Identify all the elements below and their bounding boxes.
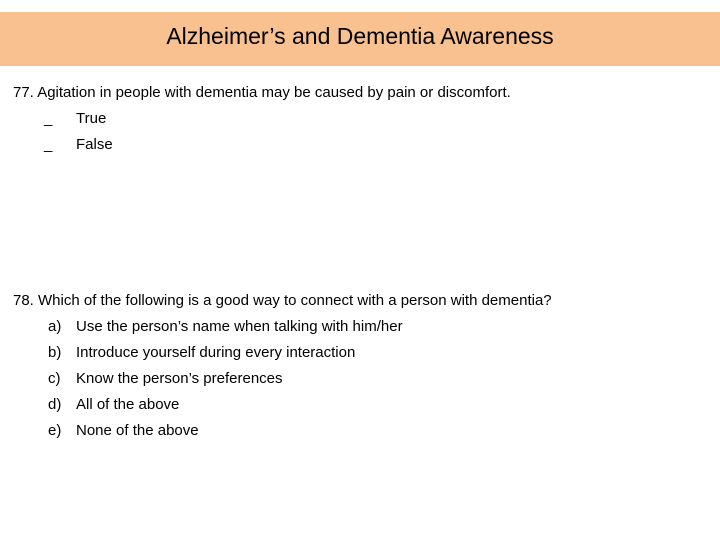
question-77-option-false[interactable] xyxy=(13,132,511,158)
answer-blank: _ xyxy=(44,136,53,153)
option-letter: d) xyxy=(48,396,62,413)
option-letter: c) xyxy=(48,370,61,387)
question-77-text: 77. Agitation in people with dementia may be caused by pain or discomfort. xyxy=(13,84,511,101)
option-label: Know the person’s preferences xyxy=(76,370,283,387)
question-78-option-d[interactable] xyxy=(13,392,552,418)
question-78-option-c[interactable] xyxy=(13,366,552,392)
option-label: Use the person’s name when talking with him/her xyxy=(76,318,403,335)
option-label: Introduce yourself during every interaction xyxy=(76,344,356,361)
question-78-option-e[interactable] xyxy=(13,418,552,444)
option-label: All of the above xyxy=(76,396,180,413)
option-label: None of the above xyxy=(76,422,199,439)
option-letter: e) xyxy=(48,422,62,439)
question-77-option-true[interactable] xyxy=(13,106,511,132)
option-letter: b) xyxy=(48,344,62,361)
option-label: True xyxy=(76,110,107,127)
option-label: False xyxy=(76,136,113,153)
question-78-option-a[interactable] xyxy=(13,314,552,340)
option-letter: a) xyxy=(48,318,62,335)
question-78-option-b[interactable] xyxy=(13,340,552,366)
question-77 xyxy=(13,80,511,158)
page-title: Alzheimer’s and Dementia Awareness xyxy=(166,23,554,49)
question-78 xyxy=(13,288,552,444)
answer-blank: _ xyxy=(44,110,53,127)
question-78-text: 78. Which of the following is a good way to connect with a person with dementia? xyxy=(13,292,552,309)
